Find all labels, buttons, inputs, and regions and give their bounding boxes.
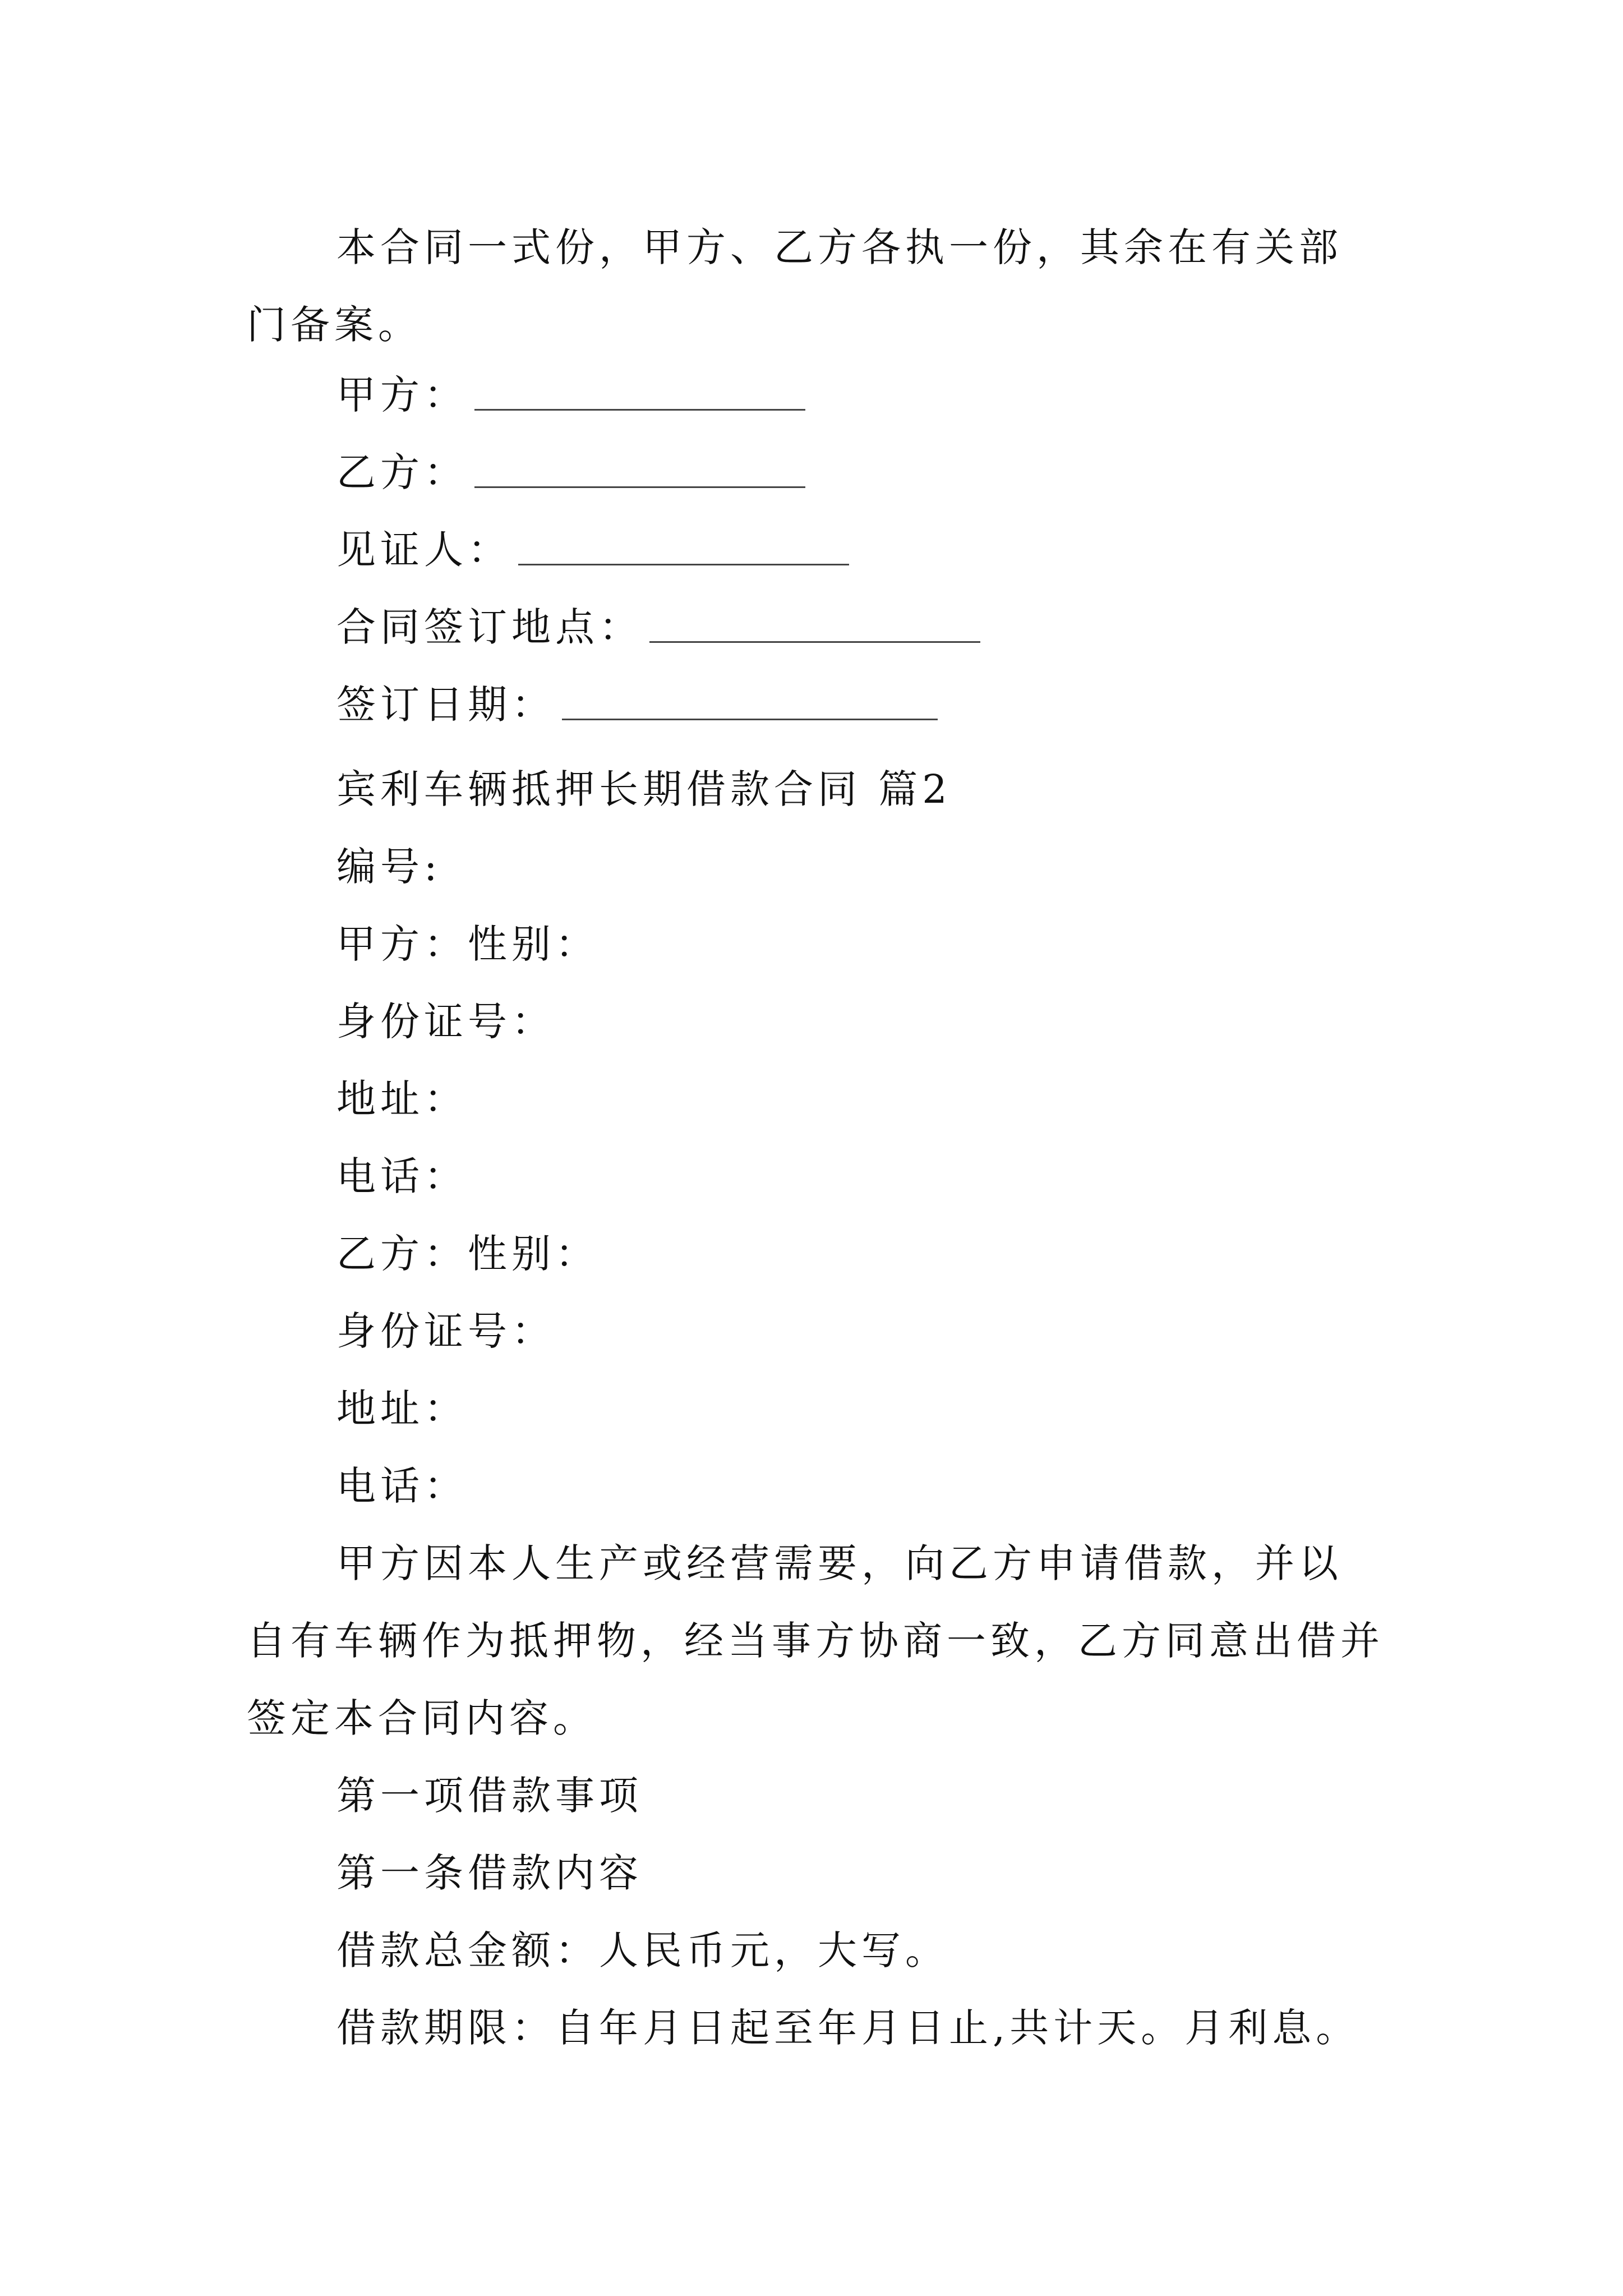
party-b-phone: 电话： [336,1463,468,1509]
party-a-signature-row [247,364,1385,441]
loan-amount: 借款总金额：人民币元，大写。 [336,1927,949,1973]
article-heading: 第一条借款内容 [336,1850,643,1896]
witness-row [247,518,1385,596]
sign-date-label: 签订日期： [336,682,555,728]
copies-paragraph: 本合同一式份，甲方、乙方各执一份，其余在有关部门备案。 [247,224,1343,348]
contract-title: 宾利车辆抵押长期借款合同 篇2 [336,766,952,812]
party-a-blank [474,374,805,411]
sign-place-row [247,596,1385,673]
loan-term: 借款期限：自年月日起至年月日止,共计天。月利息。 [336,2005,1360,2051]
party-b-address: 地址： [336,1386,468,1432]
contract-number: 编号: [336,844,442,890]
party-a-id: 身份证号： [336,999,555,1045]
document-body [247,209,1385,2067]
intro-paragraph: 甲方因本人生产或经营需要，向乙方申请借款，并以自有车辆作为抵押物，经当事方协商一致，乙方同意出借并签定本合同内容。 [247,1540,1384,1741]
sign-place-label: 合同签订地点： [336,604,643,650]
party-a-gender: 甲方：性别： [336,921,599,967]
party-b-gender: 乙方：性别： [336,1231,599,1277]
party-a-address: 地址： [336,1076,468,1122]
party-a-phone: 电话： [336,1153,468,1199]
section-heading: 第一项借款事项 [336,1773,643,1819]
sign-place-blank [649,606,980,643]
sign-date-blank [562,684,938,720]
party-b-blank [474,452,805,488]
party-b-signature-row [247,441,1385,518]
sign-date-row [247,673,1385,751]
witness-label: 见证人： [336,527,511,573]
party-a-label: 甲方： [336,372,468,418]
party-b-id: 身份证号： [336,1308,555,1354]
party-b-label: 乙方： [336,449,468,495]
witness-blank [518,529,849,565]
